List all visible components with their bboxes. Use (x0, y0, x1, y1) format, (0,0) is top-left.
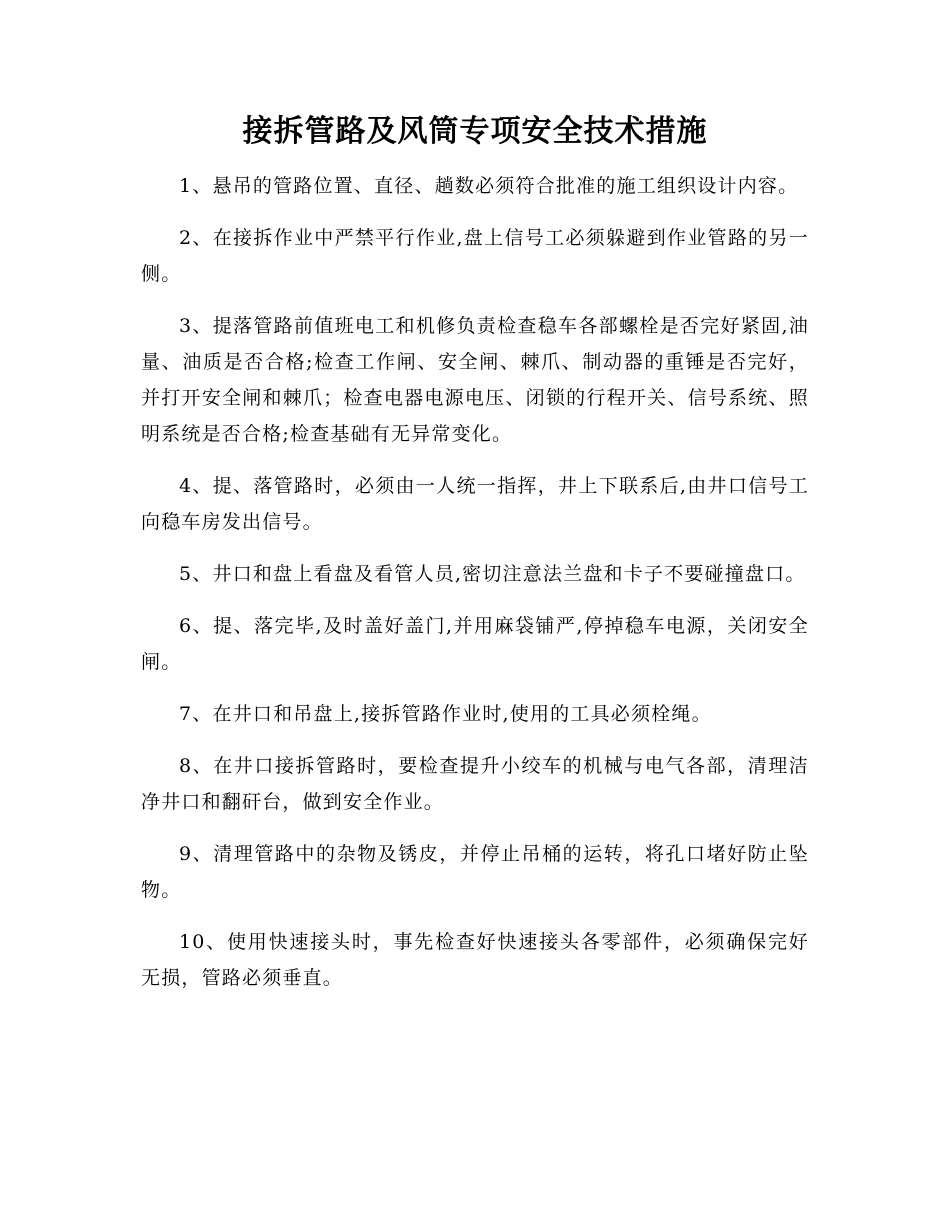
paragraph-8: 8、在井口接拆管路时，要检查提升小绞车的机械与电气各部，清理洁净井口和翻矸台，做到安全作业。 (141, 755, 809, 813)
document-title: 接拆管路及风筒专项安全技术措施 (242, 114, 708, 149)
paragraph-7: 7、在井口和吊盘上,接拆管路作业时,使用的工具必须栓绳。 (179, 703, 712, 725)
paragraph-2: 2、在接拆作业中严禁平行作业,盘上信号工必须躲避到作业管路的另一侧。 (141, 227, 809, 285)
paragraph-10: 10、使用快速接头时，事先检查好快速接头各零部件，必须确保完好无损，管路必须垂直。 (141, 931, 809, 989)
paragraph-3: 3、提落管路前值班电工和机修负责检查稳车各部螺栓是否完好紧固,油量、油质是否合格;检查工作闸、安全闸、棘爪、制动器的重锤是否完好，并打开安全闸和棘爪；检查电器电源电压、闭锁的行程开关、信号系统、照明系统是否合格;检查基础有无异常变化。 (141, 315, 809, 445)
paragraph-6: 6、提、落完毕,及时盖好盖门,并用麻袋铺严,停掉稳车电源，关闭安全闸。 (141, 615, 809, 673)
paragraph-5: 5、井口和盘上看盘及看管人员,密切注意法兰盘和卡子不要碰撞盘口。 (179, 563, 806, 585)
document-body (141, 168, 809, 1012)
paragraph-9: 9、清理管路中的杂物及锈皮，并停止吊桶的运转，将孔口堵好防止坠物。 (141, 843, 809, 901)
paragraph-4: 4、提、落管路时，必须由一人统一指挥，井上下联系后,由井口信号工向稳车房发出信号。 (141, 475, 809, 533)
paragraph-1: 1、悬吊的管路位置、直径、趟数必须符合批准的施工组织设计内容。 (179, 175, 799, 197)
